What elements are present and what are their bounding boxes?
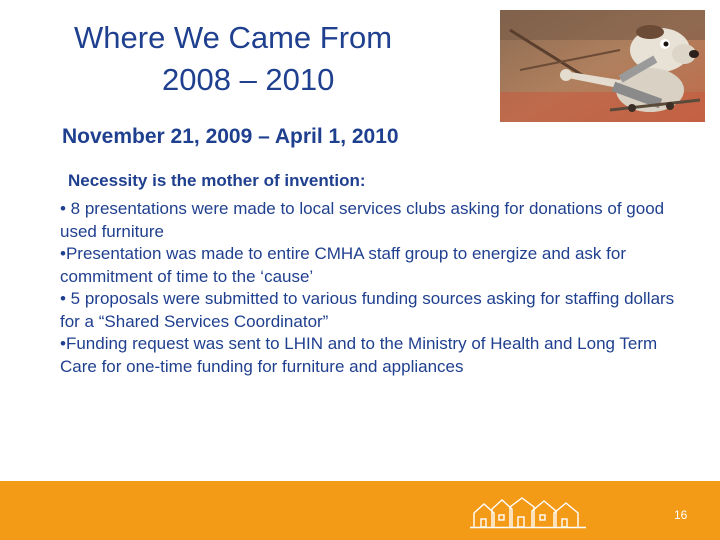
cartoon-dog-photo: [500, 10, 705, 122]
slide-title: Where We Came From: [74, 20, 393, 55]
bullet-item: •Funding request was sent to LHIN and to the Ministry of Health and Long Term Care for one-time funding for furniture and appliances: [60, 334, 658, 376]
bullet-item: • 8 presentations were made to local services clubs asking for donations of good used furniture: [60, 199, 665, 241]
bullet-item: •Presentation was made to entire CMHA staff group to energize and ask for commitment of time to the ‘cause’: [60, 244, 626, 286]
slide-title-years: 2008 – 2010: [162, 62, 335, 97]
lead-text: Necessity is the mother of invention:: [68, 171, 366, 190]
page-number: 16: [674, 508, 688, 522]
bullet-list: [60, 198, 680, 378]
bullet-item: • 5 proposals were submitted to various funding sources asking for staffing dollars for a “Shared Services Coordinator”: [60, 289, 675, 331]
houses-logo: [470, 495, 588, 529]
date-range-heading: November 21, 2009 – April 1, 2010: [62, 125, 399, 148]
footer-bar: [0, 481, 720, 540]
